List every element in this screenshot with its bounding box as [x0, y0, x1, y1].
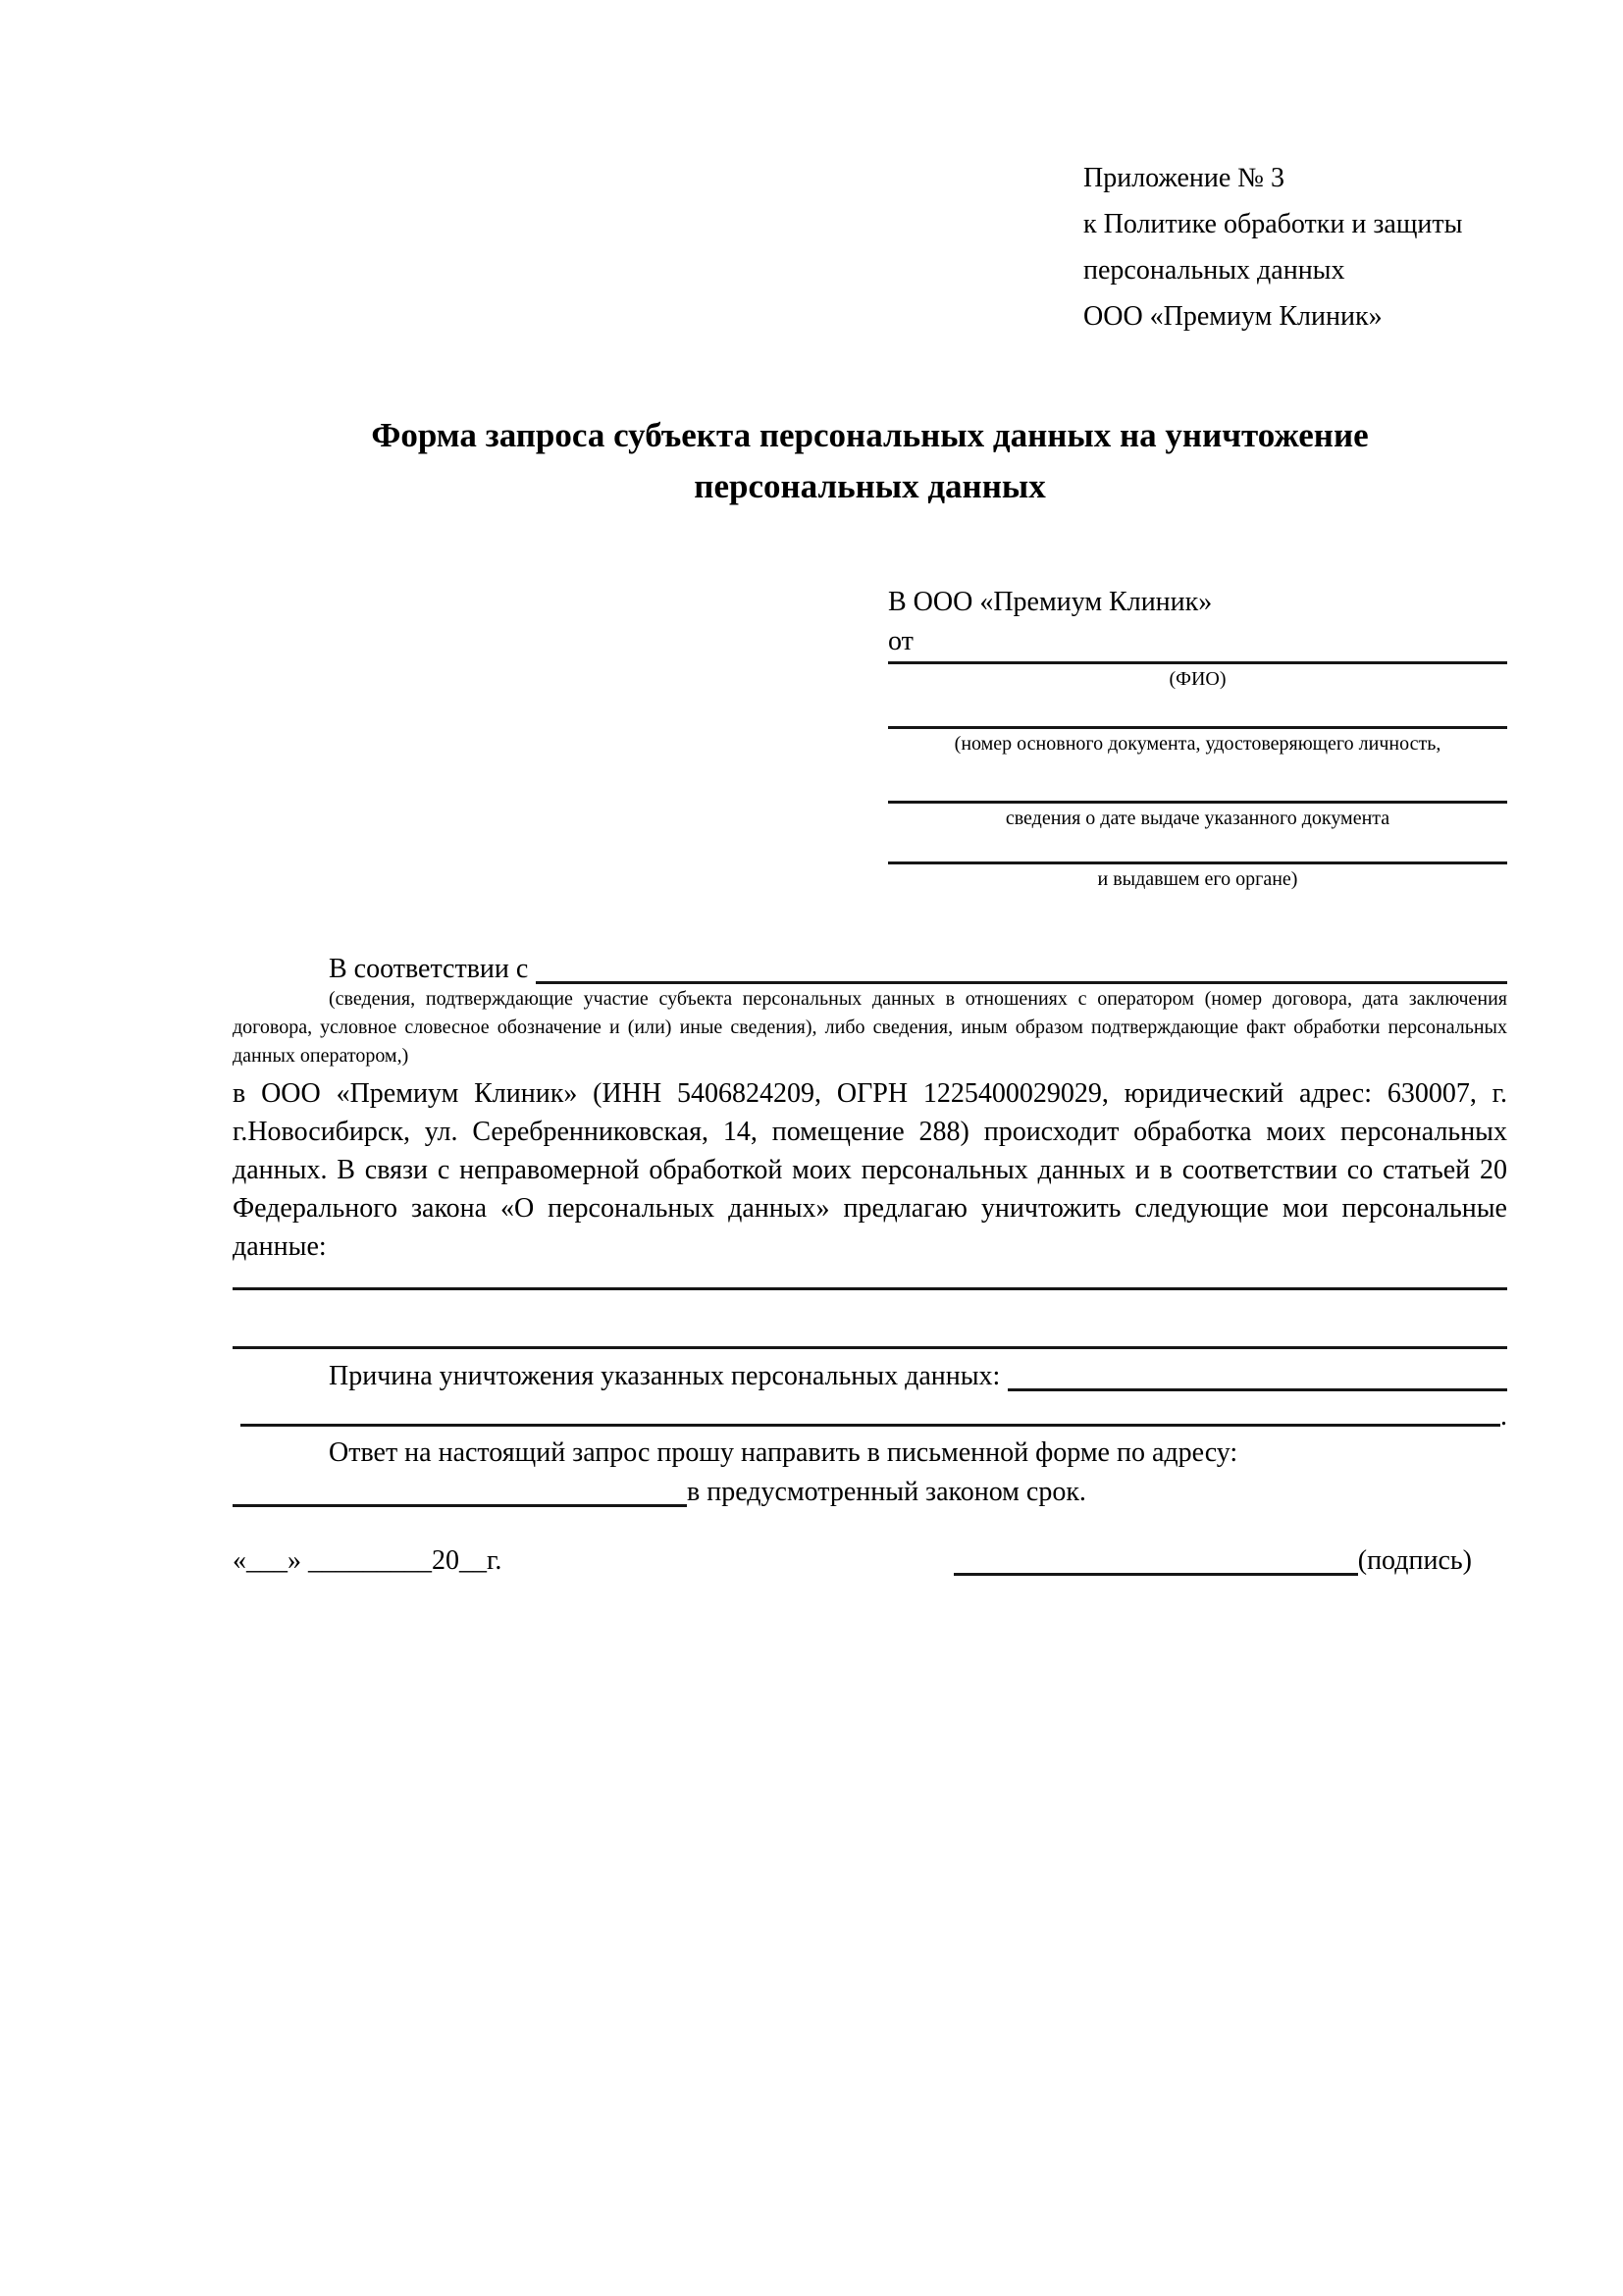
reason-label: Причина уничтожения указанных персональных данных:: [329, 1361, 1001, 1391]
data-blank-line-2: [233, 1346, 1507, 1349]
address-blank-line: [233, 1504, 687, 1507]
document-number-caption: (номер основного документа, удостоверяющего личность,: [954, 733, 1441, 755]
document-content: [233, 0, 1507, 1581]
reason-blank-line: [1008, 1388, 1507, 1391]
date-line: «___» _________20__г.: [233, 1545, 502, 1576]
annex-line: к Политике обработки и защиты: [1083, 209, 1463, 239]
annex-line: ООО «Премиум Клиник»: [1083, 301, 1383, 332]
signature-group: [954, 1541, 1472, 1581]
recipient-block: [888, 583, 1507, 891]
accordance-blank-line: [536, 981, 1507, 984]
response-tail: в предусмотренный законом срок.: [687, 1477, 1086, 1507]
fio-caption: (ФИО): [1169, 668, 1227, 690]
page-title: Форма запроса субъекта персональных данных на уничтожение персональных данных: [371, 416, 1369, 505]
issue-date-caption: сведения о дате выдаче указанного документа: [1005, 808, 1390, 829]
accordance-row: [233, 950, 1507, 989]
reason-row: [233, 1357, 1507, 1396]
annex-line: персональных данных: [1083, 255, 1345, 286]
annex-line: Приложение № 3: [1083, 163, 1284, 193]
reason-continuation-row: [233, 1396, 1507, 1432]
reason-blank-line-2: [240, 1424, 1500, 1427]
title-wrap: [233, 410, 1507, 512]
issuing-authority-caption: и выдавшем его органе): [1097, 868, 1298, 890]
signature-caption: (подпись): [1357, 1545, 1472, 1576]
date-signature-row: [233, 1541, 1507, 1581]
body-paragraph: в ООО «Премиум Клиник» (ИНН 5406824209, ОГРН 1225400029029, юридический адрес: 630007, г. г.Новосибирск, ул. Серебренниковская, 14, помещение 288) происходит обработка моих персональных данных. В связи с неправомерной обработкой моих персональных данных и в соответствии со статьей 20 Федерального закона «О персональных данных» предлагаю уничтожить следующие мои персональные данные:: [233, 1078, 1507, 1262]
period-text: .: [1500, 1401, 1507, 1432]
annex-block: [1083, 155, 1507, 339]
signature-blank-line: [954, 1573, 1358, 1576]
data-blank-line-1: [233, 1287, 1507, 1290]
accordance-lead: В соответствии с: [329, 954, 529, 984]
response-paragraph: Ответ на настоящий запрос прошу направить в письменной форме по адресу:: [329, 1437, 1238, 1468]
accordance-note: (сведения, подтверждающие участие субъекта персональных данных в отношениях с оператором (номер договора, дата заключения договора, условное словесное обозначение и (или) иные сведения), либо сведения, иным образом подтверждающие факт обработки персональных данных оператором,): [233, 988, 1507, 1067]
recipient-to: В ООО «Премиум Клиник»: [888, 587, 1213, 617]
recipient-from-label: от: [888, 626, 914, 656]
address-row: [233, 1473, 1507, 1512]
